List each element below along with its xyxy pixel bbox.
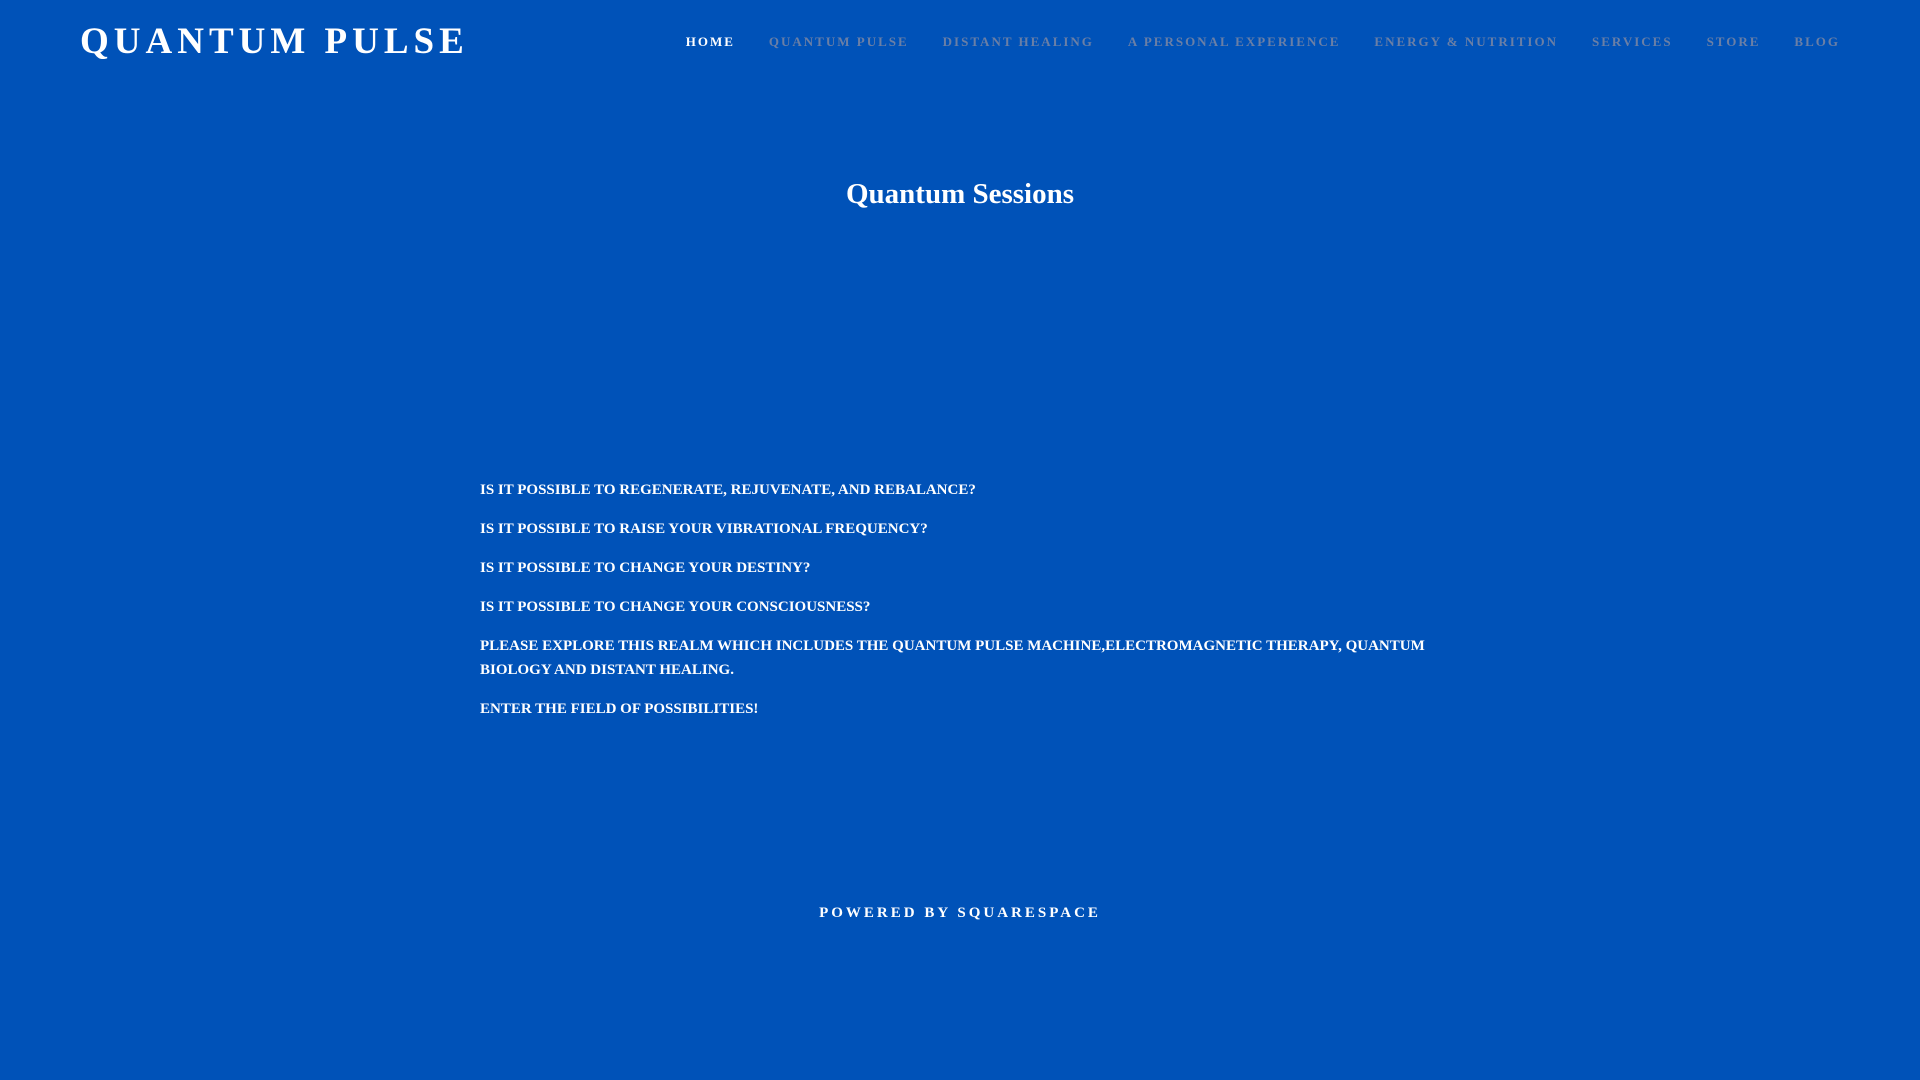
nav-item-energy-nutrition[interactable]: ENERGY & NUTRITION bbox=[1374, 34, 1558, 49]
site-header bbox=[0, 0, 1920, 86]
main-content bbox=[480, 478, 1440, 736]
page-title: Quantum Sessions bbox=[845, 178, 1075, 210]
nav-item-a-personal-experience[interactable]: A PERSONAL EXPERIENCE bbox=[1127, 34, 1341, 49]
content-paragraph: IS IT POSSIBLE TO RAISE YOUR VIBRATIONAL FREQUENCY? bbox=[480, 521, 928, 537]
content-paragraph: ENTER THE FIELD OF POSSIBILITIES! bbox=[480, 701, 759, 717]
nav-item-distant-healing[interactable]: DISTANT HEALING bbox=[942, 34, 1094, 49]
content-paragraph: IS IT POSSIBLE TO REGENERATE, REJUVENATE, AND REBALANCE? bbox=[480, 482, 976, 498]
nav-item-blog[interactable]: BLOG bbox=[1794, 34, 1840, 49]
content-paragraph: IS IT POSSIBLE TO CHANGE YOUR CONSCIOUSNESS? bbox=[480, 599, 871, 615]
site-title-link[interactable]: QUANTUM PULSE bbox=[80, 21, 469, 62]
powered-by-link[interactable]: POWERED BY SQUARESPACE bbox=[819, 905, 1101, 921]
nav-item-home[interactable]: HOME bbox=[685, 34, 735, 49]
main-nav bbox=[652, 34, 1840, 50]
nav-item-services[interactable]: SERVICES bbox=[1592, 34, 1673, 49]
nav-item-quantum-pulse[interactable]: QUANTUM PULSE bbox=[768, 34, 909, 49]
content-paragraph: IS IT POSSIBLE TO CHANGE YOUR DESTINY? bbox=[480, 560, 811, 576]
nav-item-store[interactable]: STORE bbox=[1706, 34, 1761, 49]
content-paragraph: PLEASE EXPLORE THIS REALM WHICH INCLUDES THE QUANTUM PULSE MACHINE,ELECTROMAGNETIC THERAPY, QUANTUM BIOLOGY AND DISTANT HEALING. bbox=[480, 638, 1425, 678]
